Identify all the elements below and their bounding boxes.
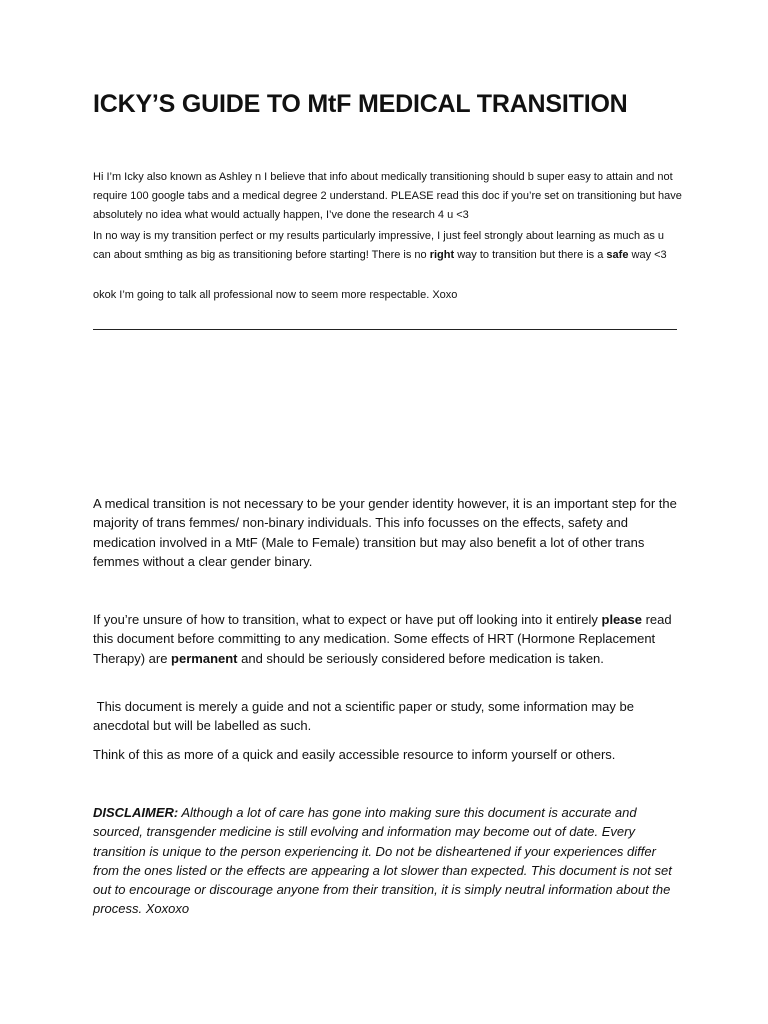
- body-paragraph-3: This document is merely a guide and not a scientific paper or study, some information may be anecdotal but will be labelled as such.: [93, 699, 638, 734]
- document-title: ICKY’S GUIDE TO MtF MEDICAL TRANSITION: [93, 90, 628, 118]
- body-paragraph-1: A medical transition is not necessary to be your gender identity however, it is an important step for the majority of trans femmes/ non-binary individuals. This info focusses on the effects, safety and medication involved in a MtF (Male to Female) transition but may also benefit a lot of other trans femmes without a clear gender binary.: [93, 496, 677, 569]
- body-p2-text-c: and should be seriously considered before medication is taken.: [237, 650, 604, 666]
- disclaimer-paragraph: [93, 803, 683, 919]
- body-paragraph-2: [93, 610, 683, 668]
- body-p2-emphasis-please: please: [601, 612, 642, 627]
- disclaimer-label: DISCLAIMER:: [93, 805, 179, 820]
- body-p2-text-a: If you’re unsure of how to transition, what to expect or have put off looking into it entirely: [93, 612, 602, 627]
- intro-paragraph-1: Hi I’m Icky also known as Ashley n I believe that info about medically transitioning should b super easy to attain and not require 100 google tabs and a medical degree 2 understand. PLEASE read this doc if you’re set on transitioning but have absolutely no idea what would actually happen, I’ve done the research 4 u <3: [93, 171, 682, 221]
- body-p2-text-b: read this document before committing to any medication. Some effects of HRT (Hormone Replacement Therapy) are: [93, 612, 672, 666]
- body-paragraph-4: Think of this as more of a quick and easily accessible resource to inform yourself or others.: [93, 747, 616, 762]
- disclaimer-text: Although a lot of care has gone into making sure this document is accurate and sourced, transgender medicine is still evolving and information may become out of date. Every transition is unique to the person experiencing it. Do not be disheartened if your experiences differ from the ones listed or the effects are appearing a lot slower than expected. This document is not set out to encourage or discourage anyone from their transition, it is simply neutral information about the process. Xoxoxo: [93, 805, 672, 917]
- intro-paragraph-3: okok I’m going to talk all professional now to seem more respectable. Xoxo: [93, 289, 458, 301]
- intro-p2-text-a: In no way is my transition perfect or my results particularly impressive, I just feel strongly about learning as much as u can about smthing as big as transitioning before starting! There is no: [93, 230, 665, 261]
- horizontal-divider: [93, 329, 677, 330]
- intro-p2-text-c: way <3: [628, 249, 667, 261]
- intro-paragraph-2: [93, 227, 683, 265]
- intro-p2-text-b: way to transition but there is a: [454, 249, 607, 261]
- intro-p2-emphasis-safe: safe: [606, 249, 629, 261]
- intro-p2-emphasis-right: right: [429, 249, 455, 261]
- body-p2-emphasis-permanent: permanent: [171, 650, 238, 666]
